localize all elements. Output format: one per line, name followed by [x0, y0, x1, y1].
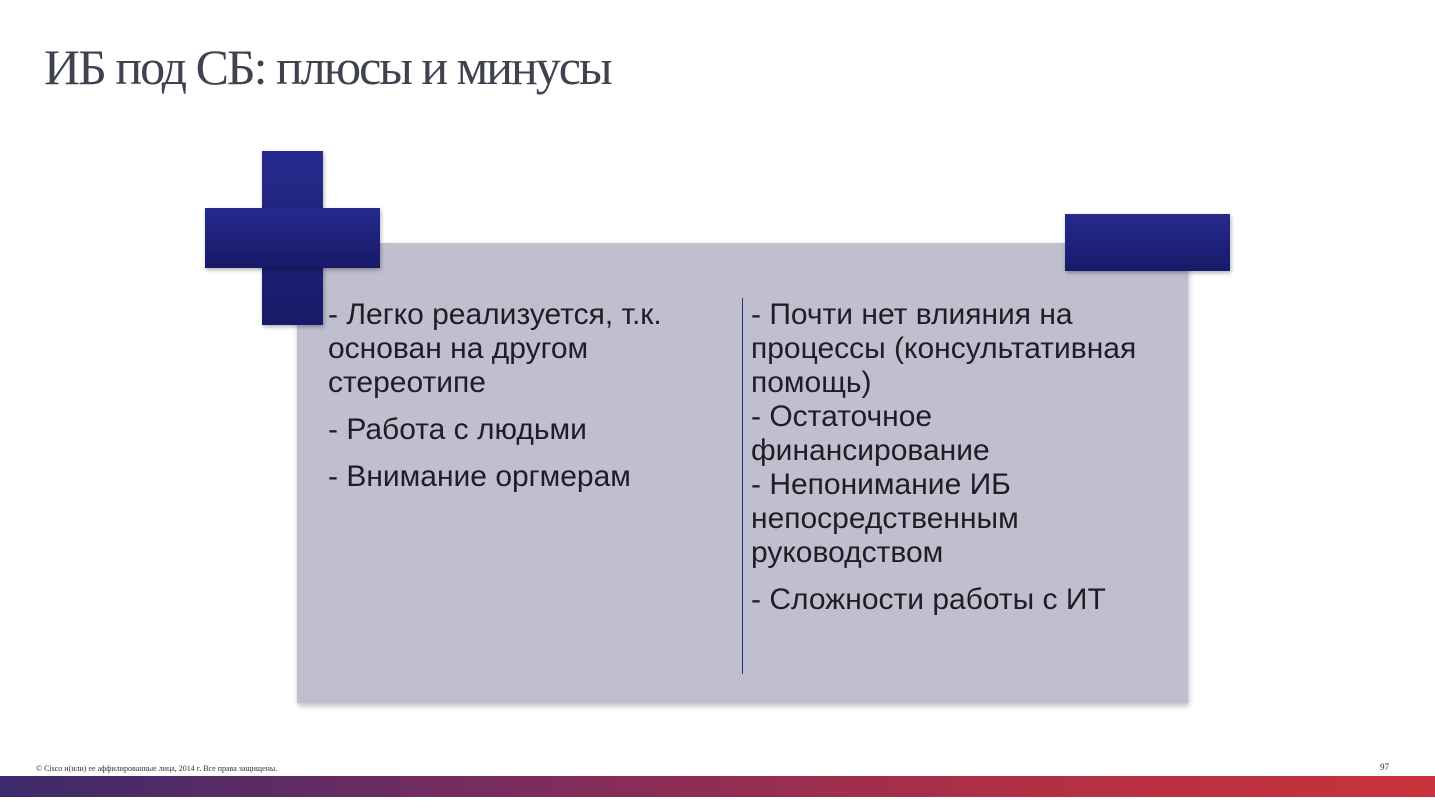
- cons-item: - Почти нет влияния на процессы (консультативная помощь): [751, 298, 1137, 399]
- cons-item: - Сложности работы с ИТ: [751, 583, 1106, 616]
- pros-cons-panel: [297, 243, 1188, 703]
- footer-gradient-bar: [0, 776, 1435, 797]
- pros-item: - Внимание оргмерам: [328, 460, 631, 493]
- minus-icon: [1065, 214, 1230, 271]
- pros-column: [328, 298, 728, 494]
- column-divider: [742, 298, 743, 674]
- page-number: 97: [1380, 762, 1389, 772]
- cons-item: - Непонимание ИБ непосредственным руководством: [751, 468, 1019, 569]
- cons-column: [751, 298, 1171, 617]
- cons-item: - Остаточное финансирование: [751, 400, 990, 467]
- pros-item: - Работа с людьми: [328, 413, 587, 446]
- footer-copyright: © Cisco и(или) ее аффилированные лица, 2014 г. Все права защищены.: [36, 764, 278, 773]
- pros-item: - Легко реализуется, т.к. основан на другом стереотипе: [328, 298, 662, 399]
- slide-title: ИБ под СБ: плюсы и минусы: [44, 39, 611, 95]
- plus-icon-horizontal-bar: [205, 208, 380, 268]
